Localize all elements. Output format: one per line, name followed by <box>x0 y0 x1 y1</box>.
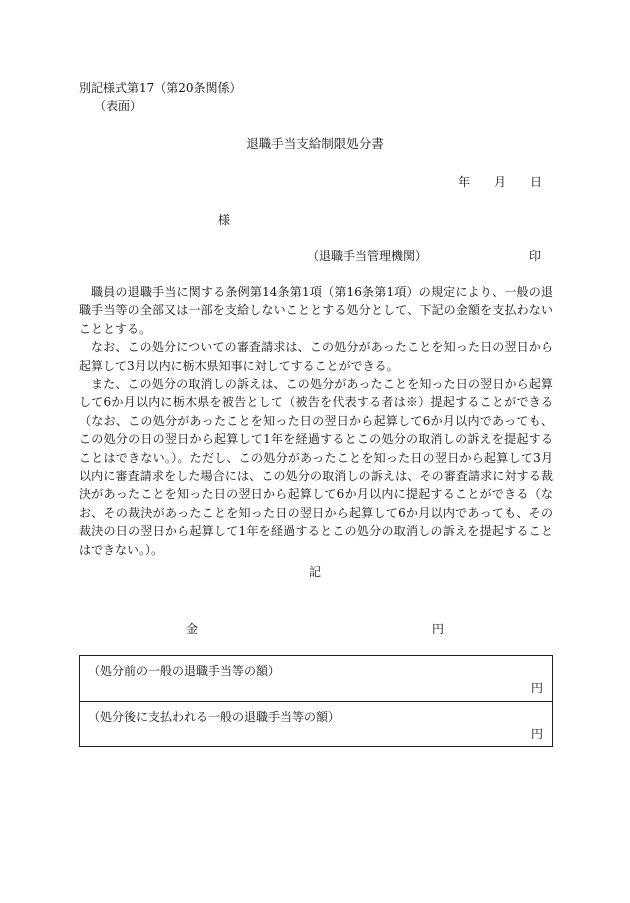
side-label: （表面） <box>94 99 143 113</box>
row-unit: 円 <box>530 727 543 741</box>
body-paragraph: なお、この処分についての審査請求は、この処分があったことを知った日の翌日から起算して3月以内に栃木県知事に対してすることができる。 <box>79 340 553 373</box>
issuer-name: （退職手当管理機関） <box>307 249 428 263</box>
table-row <box>80 701 552 746</box>
row-label: （処分後に支払われる一般の退職手当等の額） <box>88 710 341 724</box>
date-day: 日 <box>530 175 543 189</box>
date-month: 月 <box>494 175 507 189</box>
amount-unit: 円 <box>432 622 445 636</box>
seal-mark: 印 <box>529 249 542 263</box>
addressee-suffix: 様 <box>218 213 231 227</box>
document-title: 退職手当支給制限処分書 <box>246 136 384 151</box>
date-line <box>458 176 542 188</box>
body-paragraph: また、この処分の取消しの訴えは、この処分があったことを知った日の翌日から起算して6か月以内に栃木県を被告として（被告を代表する者は※）提起することができる（なお、この処分があったことを知った日の翌日から起算して6か月以内であっても、この処分の日の翌日から起算して1年を経過するとこの処分の取消しの訴えを提起することはできない。）。ただし、この処分があったことを知った日の翌日から起算して3月以内に審査請求をした場合には、この処分の取消しの訴えは、その審査請求に対する裁決があったことを知った日の翌日から起算して6か月以内に提起することができる（なお、その裁決があったことを知った日の翌日から起算して6か月以内であっても、その裁決の日の翌日から起算して1年を経過するとこの処分の取消しの訴えを提起することはできない。）。 <box>79 377 553 557</box>
table-row <box>80 656 552 701</box>
row-label: （処分前の一般の退職手当等の額） <box>88 664 281 678</box>
body-paragraph: 職員の退職手当に関する条例第14条第1項（第16条第1項）の規定により、一般の退職手当等の全部又は一部を支給しないこととする処分として、下記の金額を支払わないこととする。 <box>79 285 553 336</box>
body-text <box>79 283 553 559</box>
ki-heading: 記 <box>308 565 321 579</box>
form-number: 別記様式第17（第20条関係） <box>79 81 242 95</box>
row-unit: 円 <box>530 681 543 695</box>
amount-table <box>79 655 553 747</box>
amount-label: 金 <box>186 622 199 636</box>
date-year: 年 <box>458 175 471 189</box>
